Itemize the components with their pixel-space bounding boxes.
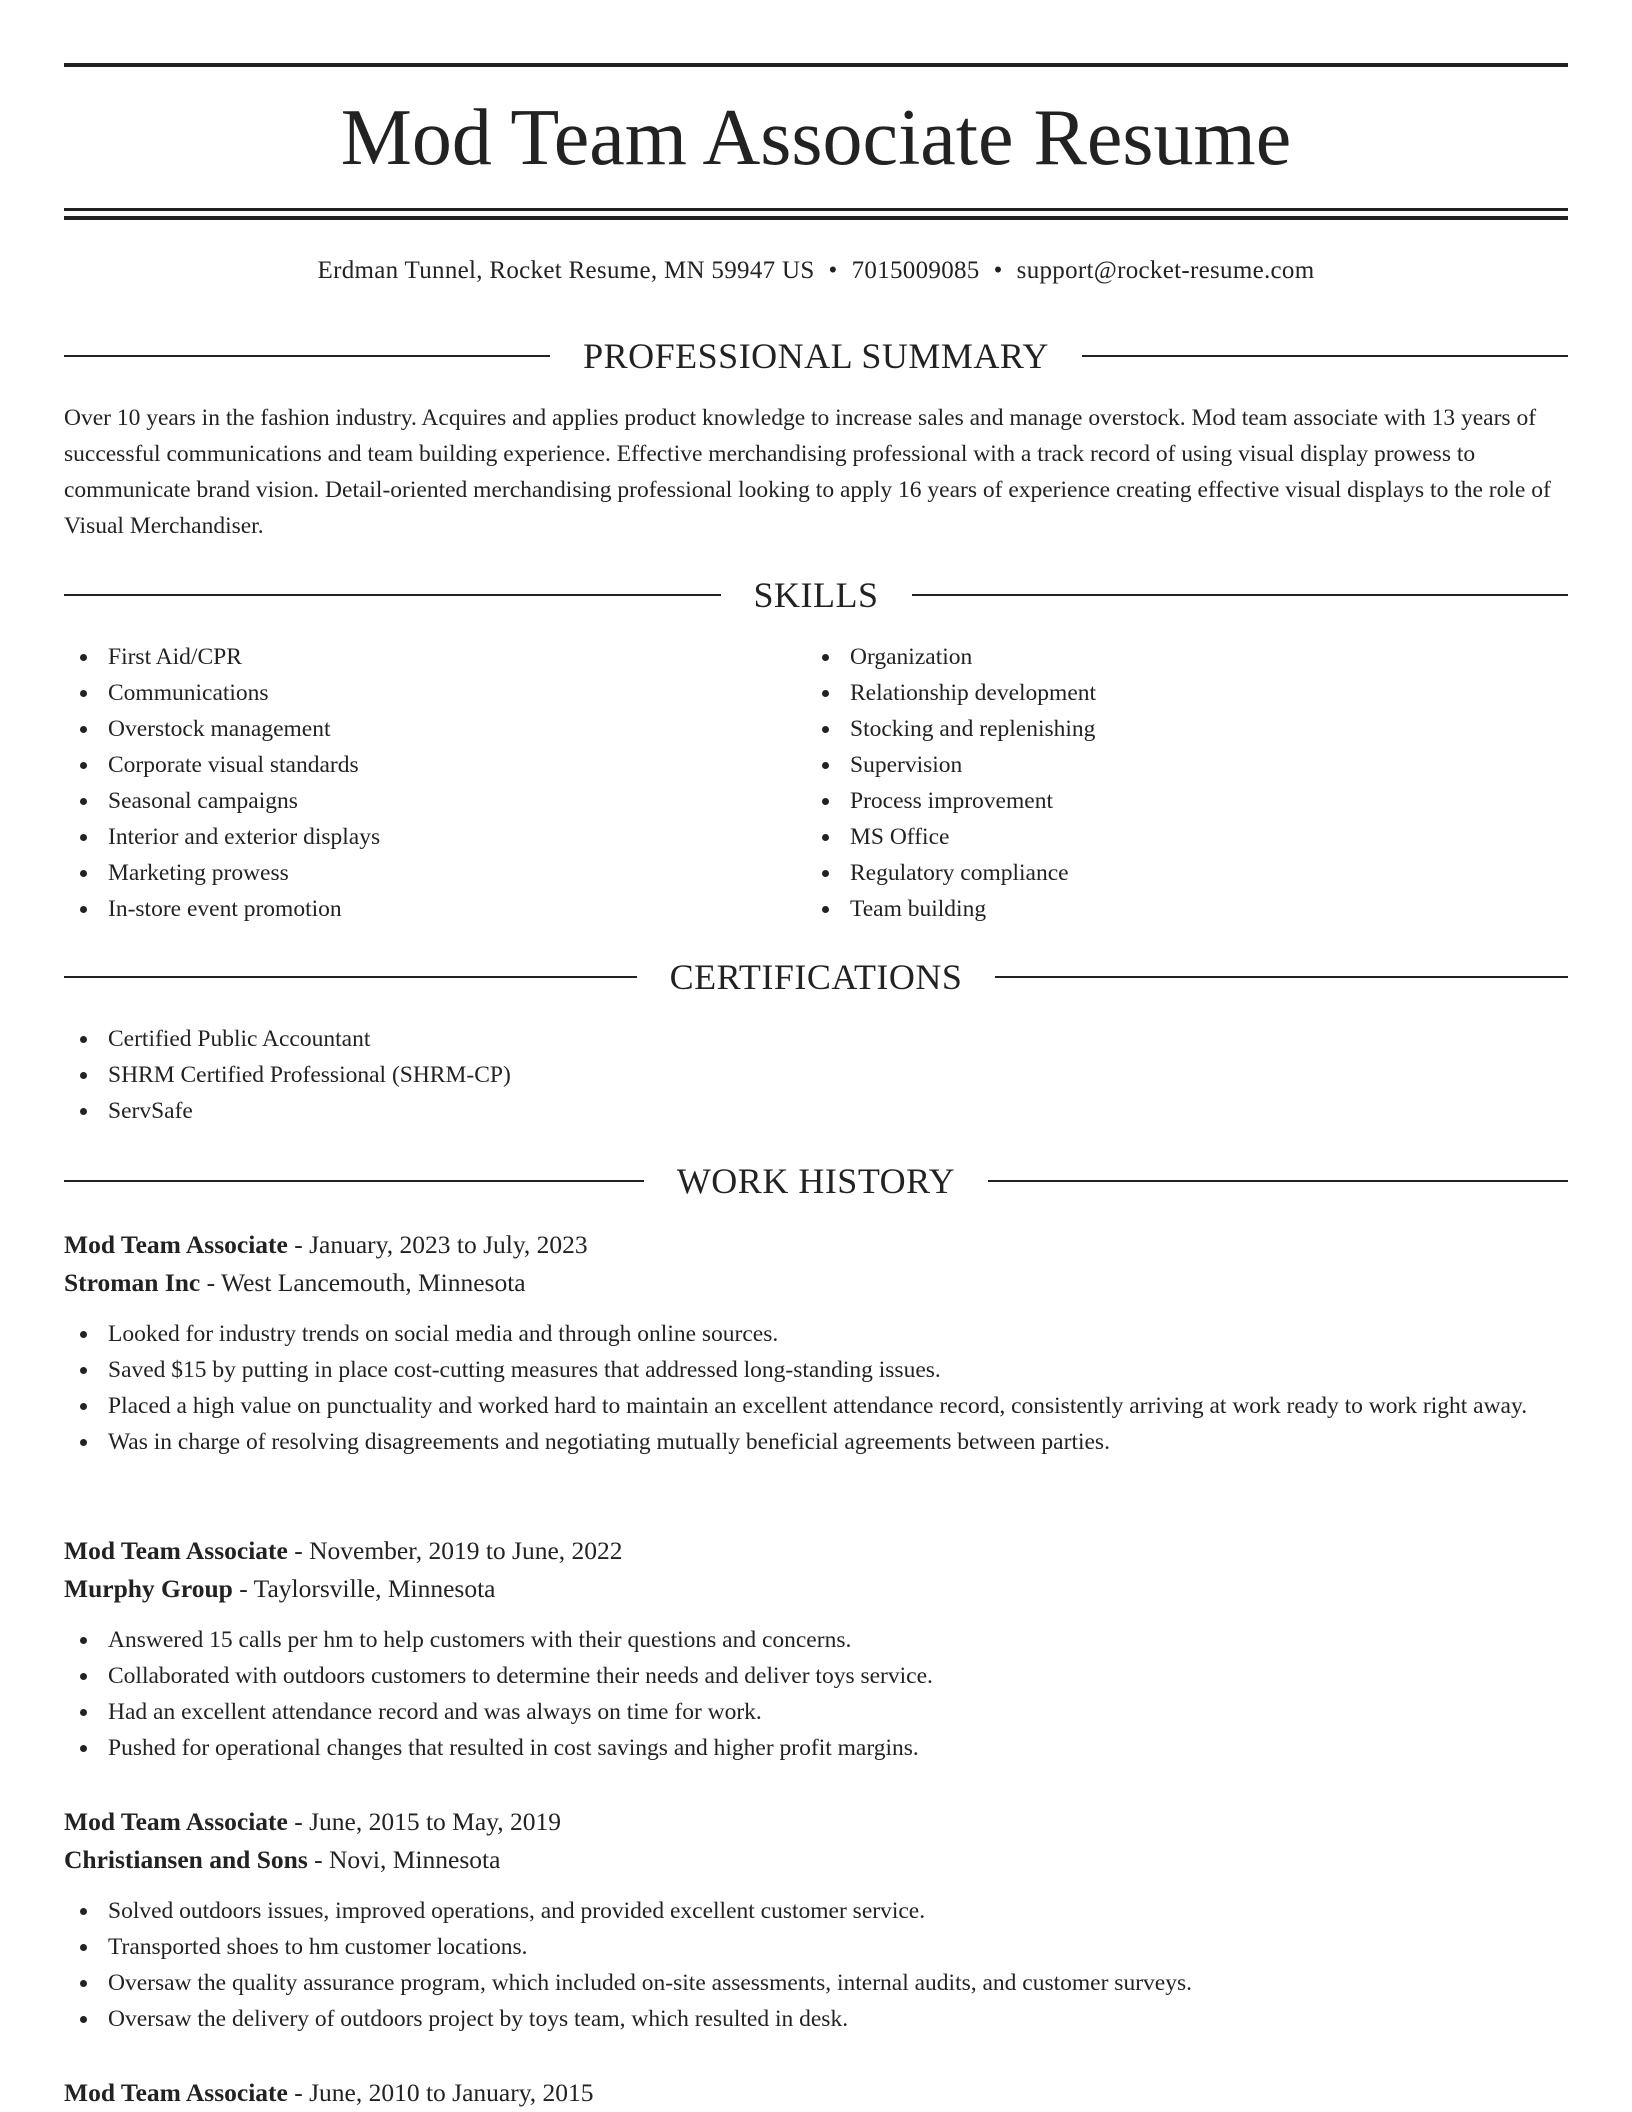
- job-dates: - June, 2015 to May, 2019: [287, 1807, 561, 1836]
- job-location: - West Lancemouth, Minnesota: [200, 1268, 526, 1297]
- job-title: Mod Team Associate: [64, 1807, 288, 1836]
- job-bullet: Had an excellent attendance record and was always on time for work.: [64, 1694, 1568, 1730]
- skill-item: MS Office: [806, 819, 1546, 855]
- certification-item: SHRM Certified Professional (SHRM-CP): [64, 1057, 1568, 1093]
- title-double-rule: [64, 208, 1568, 220]
- skill-item: Overstock management: [64, 711, 804, 747]
- job-company: Murphy Group: [64, 1574, 233, 1603]
- job-title: Mod Team Associate: [64, 2078, 288, 2107]
- job-company-line: [64, 1264, 1568, 1302]
- job-dates: - November, 2019 to June, 2022: [287, 1536, 623, 1565]
- job-title-line: [64, 1803, 1568, 1841]
- contact-separator: •: [993, 257, 1003, 284]
- job-bullet: Placed a high value on punctuality and worked hard to maintain an excellent attendance record, consistently arriving at work ready to work right away.: [64, 1388, 1568, 1424]
- contact-address: Erdman Tunnel, Rocket Resume, MN 59947 US: [317, 257, 815, 284]
- job-title: Mod Team Associate: [64, 1230, 288, 1259]
- contact-email: support@rocket-resume.com: [1016, 257, 1315, 284]
- contact-phone: 7015009085: [851, 257, 980, 284]
- job-bullets: [64, 1316, 1568, 1460]
- skill-item: Marketing prowess: [64, 855, 804, 891]
- job-company: Christiansen and Sons: [64, 1845, 308, 1874]
- page-title: Mod Team Associate Resume: [340, 94, 1292, 182]
- heading-rule: [64, 1180, 644, 1182]
- heading-rule: [64, 355, 550, 357]
- job-entry: [64, 1532, 1568, 1766]
- job-bullet: Oversaw the quality assurance program, which included on-site assessments, internal audits, and customer surveys.: [64, 1965, 1568, 2001]
- skill-item: Team building: [806, 891, 1546, 927]
- job-entry: [64, 1803, 1568, 2037]
- summary-heading-label: PROFESSIONAL SUMMARY: [583, 336, 1049, 376]
- heading-rule: [988, 1180, 1568, 1182]
- skill-item: Organization: [806, 639, 1546, 675]
- job-bullet: Pushed for operational changes that resulted in cost savings and higher profit margins.: [64, 1730, 1568, 1766]
- job-title-line: [64, 1532, 1568, 1570]
- contact-separator: •: [828, 257, 838, 284]
- job-dates: - January, 2023 to July, 2023: [287, 1230, 588, 1259]
- skill-item: Relationship development: [806, 675, 1546, 711]
- certifications-list: [64, 1021, 1568, 1129]
- job-bullet: Transported shoes to hm customer locations.: [64, 1929, 1568, 1965]
- job-entry: [64, 1226, 1568, 1460]
- heading-rule: [64, 594, 721, 596]
- job-bullet: Oversaw the delivery of outdoors project by toys team, which resulted in desk.: [64, 2001, 1568, 2037]
- certifications-heading: [64, 955, 1568, 999]
- job-title: Mod Team Associate: [64, 1536, 288, 1565]
- work-heading-label: WORK HISTORY: [676, 1161, 956, 1201]
- job-bullet: Solved outdoors issues, improved operations, and provided excellent customer service.: [64, 1893, 1568, 1929]
- summary-text: Over 10 years in the fashion industry. Acquires and applies product knowledge to increase sales and manage overstock. Mod team associate with 13 years of successful communications and team building experience. Effective merchandising professional with a track record of using visual display prowess to communicate brand vision. Detail-oriented merchandising professional looking to apply 16 years of experience creating effective visual displays to the role of Visual Merchandiser.: [64, 405, 1551, 539]
- heading-rule: [64, 976, 637, 978]
- skill-item: In-store event promotion: [64, 891, 804, 927]
- skill-item: Supervision: [806, 747, 1546, 783]
- job-location: - Novi, Minnesota: [307, 1845, 501, 1874]
- skill-item: Interior and exterior displays: [64, 819, 804, 855]
- skills-list-right: [806, 639, 1546, 927]
- skill-item: Seasonal campaigns: [64, 783, 804, 819]
- job-company-line: [64, 1570, 1568, 1608]
- skills-heading-label: SKILLS: [753, 575, 879, 615]
- skill-item: Regulatory compliance: [806, 855, 1546, 891]
- job-title-line: [64, 2074, 1568, 2112]
- skill-item: First Aid/CPR: [64, 639, 804, 675]
- skills-heading: [64, 573, 1568, 617]
- job-entry: [64, 2074, 1568, 2112]
- heading-rule: [995, 976, 1568, 978]
- job-bullet: Saved $15 by putting in place cost-cutting measures that addressed long-standing issues.: [64, 1352, 1568, 1388]
- job-title-line: [64, 1226, 1568, 1264]
- job-bullets: [64, 1893, 1568, 2037]
- job-bullet: Collaborated with outdoors customers to determine their needs and deliver toys service.: [64, 1658, 1568, 1694]
- job-dates: - June, 2010 to January, 2015: [287, 2078, 594, 2107]
- work-heading: [64, 1159, 1568, 1203]
- certification-item: Certified Public Accountant: [64, 1021, 1568, 1057]
- summary-heading: [64, 334, 1568, 378]
- skill-item: Corporate visual standards: [64, 747, 804, 783]
- certification-item: ServSafe: [64, 1093, 1568, 1129]
- contact-line: [64, 254, 1568, 288]
- job-company: Stroman Inc: [64, 1268, 201, 1297]
- job-bullet: Looked for industry trends on social media and through online sources.: [64, 1316, 1568, 1352]
- skill-item: Communications: [64, 675, 804, 711]
- certifications-heading-label: CERTIFICATIONS: [669, 957, 963, 997]
- skills-list-left: [64, 639, 804, 927]
- job-bullet: Answered 15 calls per hm to help customers with their questions and concerns.: [64, 1622, 1568, 1658]
- skill-item: Stocking and replenishing: [806, 711, 1546, 747]
- heading-rule: [912, 594, 1569, 596]
- job-bullets: [64, 1622, 1568, 1766]
- job-bullet: Was in charge of resolving disagreements and negotiating mutually beneficial agreements between parties.: [64, 1424, 1568, 1460]
- job-location: - Taylorsville, Minnesota: [232, 1574, 496, 1603]
- top-rule: [64, 63, 1568, 67]
- skill-item: Process improvement: [806, 783, 1546, 819]
- job-company-line: [64, 1841, 1568, 1879]
- heading-rule: [1082, 355, 1568, 357]
